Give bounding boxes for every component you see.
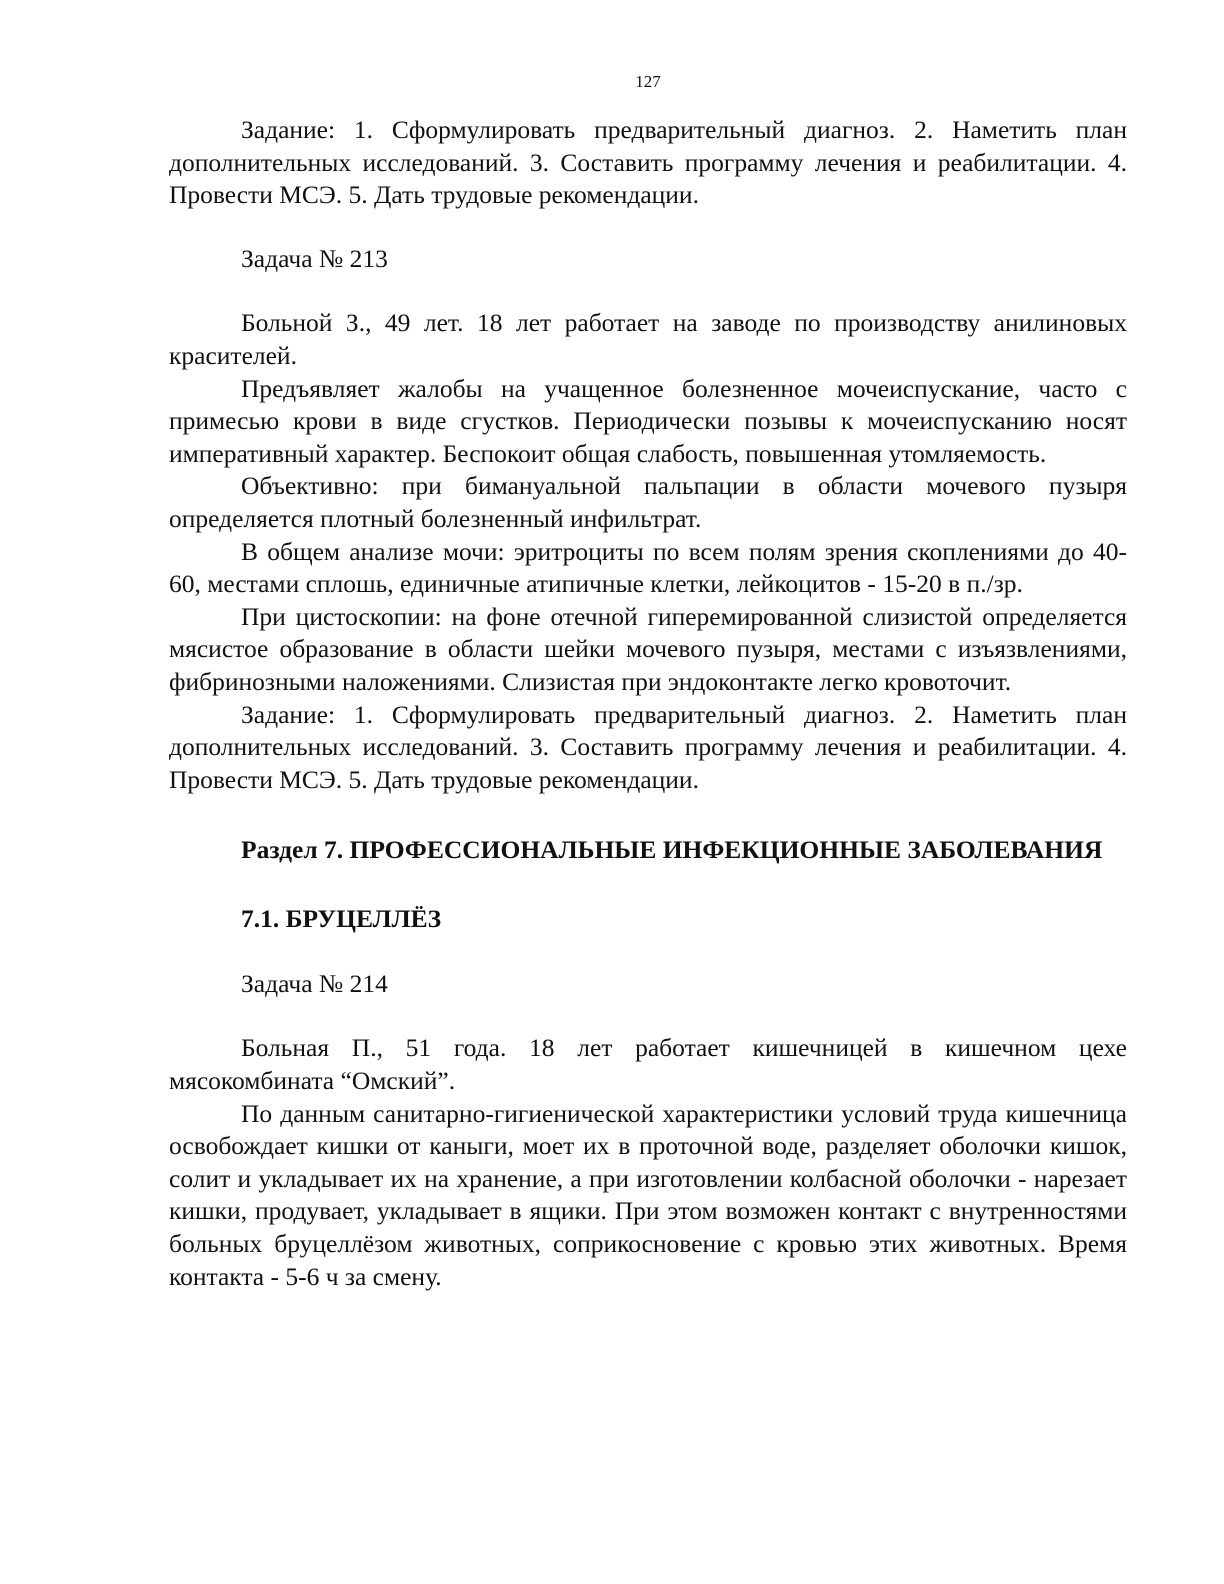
page-number: 127: [635, 72, 661, 91]
task-213-assignment: Задание: 1. Сформулировать предварительный диагноз. 2. Наметить план дополнительных исследований. 3. Составить программу лечения и реабилитации. 4. Провести МСЭ. 5. Дать трудовые рекомендации.: [169, 699, 1127, 794]
section-title: Раздел 7. ПРОФЕССИОНАЛЬНЫЕ ИНФЕКЦИОННЫЕ ЗАБОЛЕВАНИЯ: [241, 835, 1103, 865]
subsection-title: 7.1. БРУЦЕЛЛЁЗ: [241, 904, 442, 934]
task-213-previous-assignment: Задание: 1. Сформулировать предварительный диагноз. 2. Наметить план дополнительных исследований. 3. Составить программу лечения и реабилитации. 4. Провести МСЭ. 5. Дать трудовые рекомендации.: [169, 115, 1127, 210]
task-213-paragraph-5: При цистоскопии: на фоне отечной гиперемированной слизистой определяется мясистое образование в области шейки мочевого пузыря, местами с изъязвлениями, фибринозными наложениями. Слизистая при эндоконтакте легко кровоточит.: [169, 601, 1127, 696]
task-213-paragraph-2: Предъявляет жалобы на учащенное болезненное мочеиспускание, часто с примесью крови в виде сгустков. Периодически позывы к мочеиспусканию носят императивный характер. Беспокоит общая слабость, повышенная утомляемость.: [169, 373, 1127, 468]
spacer: [169, 212, 1127, 243]
task-214-paragraph-2: По данным санитарно-гигиенической характеристики условий труда кишечница освобождает кишки от каныги, моет их в проточной воде, разделяет оболочки кишок, солит и укладывает их на хранение, а при изготовлении колбасной оболочки - нарезает кишки, продувает, укладывает в ящики. При этом возможен контакт с внутренностями больных бруцеллёзом животных, соприкосновение с кровью этих животных. Время контакта - 5-6 ч за смену.: [169, 1098, 1127, 1291]
spacer: [169, 936, 1127, 968]
task-213-paragraph-4: В общем анализе мочи: эритроциты по всем полям зрения скоплениями до 40-60, местами сплошь, единичные атипичные клетки, лейкоцитов - 15-20 в п./зр.: [169, 536, 1127, 599]
task-214-paragraph-1: Больная П., 51 года. 18 лет работает кишечницей в кишечном цехе мясокомбината “Омский”.: [169, 1033, 1127, 1096]
task-213-title: Задача № 213: [241, 243, 388, 273]
spacer: [169, 796, 1127, 828]
spacer: [169, 871, 1127, 903]
task-213-paragraph-3: Объективно: при бимануальной пальпации в области мочевого пузыря определяется плотный болезненный инфильтрат.: [169, 471, 1127, 533]
spacer: [169, 275, 1127, 307]
page-content: [169, 114, 1127, 1293]
task-214-title: Задача № 214: [241, 968, 388, 998]
spacer: [169, 1000, 1127, 1032]
task-213-paragraph-1: Больной З., 49 лет. 18 лет работает на заводе по производству анилиновых красителей.: [169, 308, 1127, 370]
